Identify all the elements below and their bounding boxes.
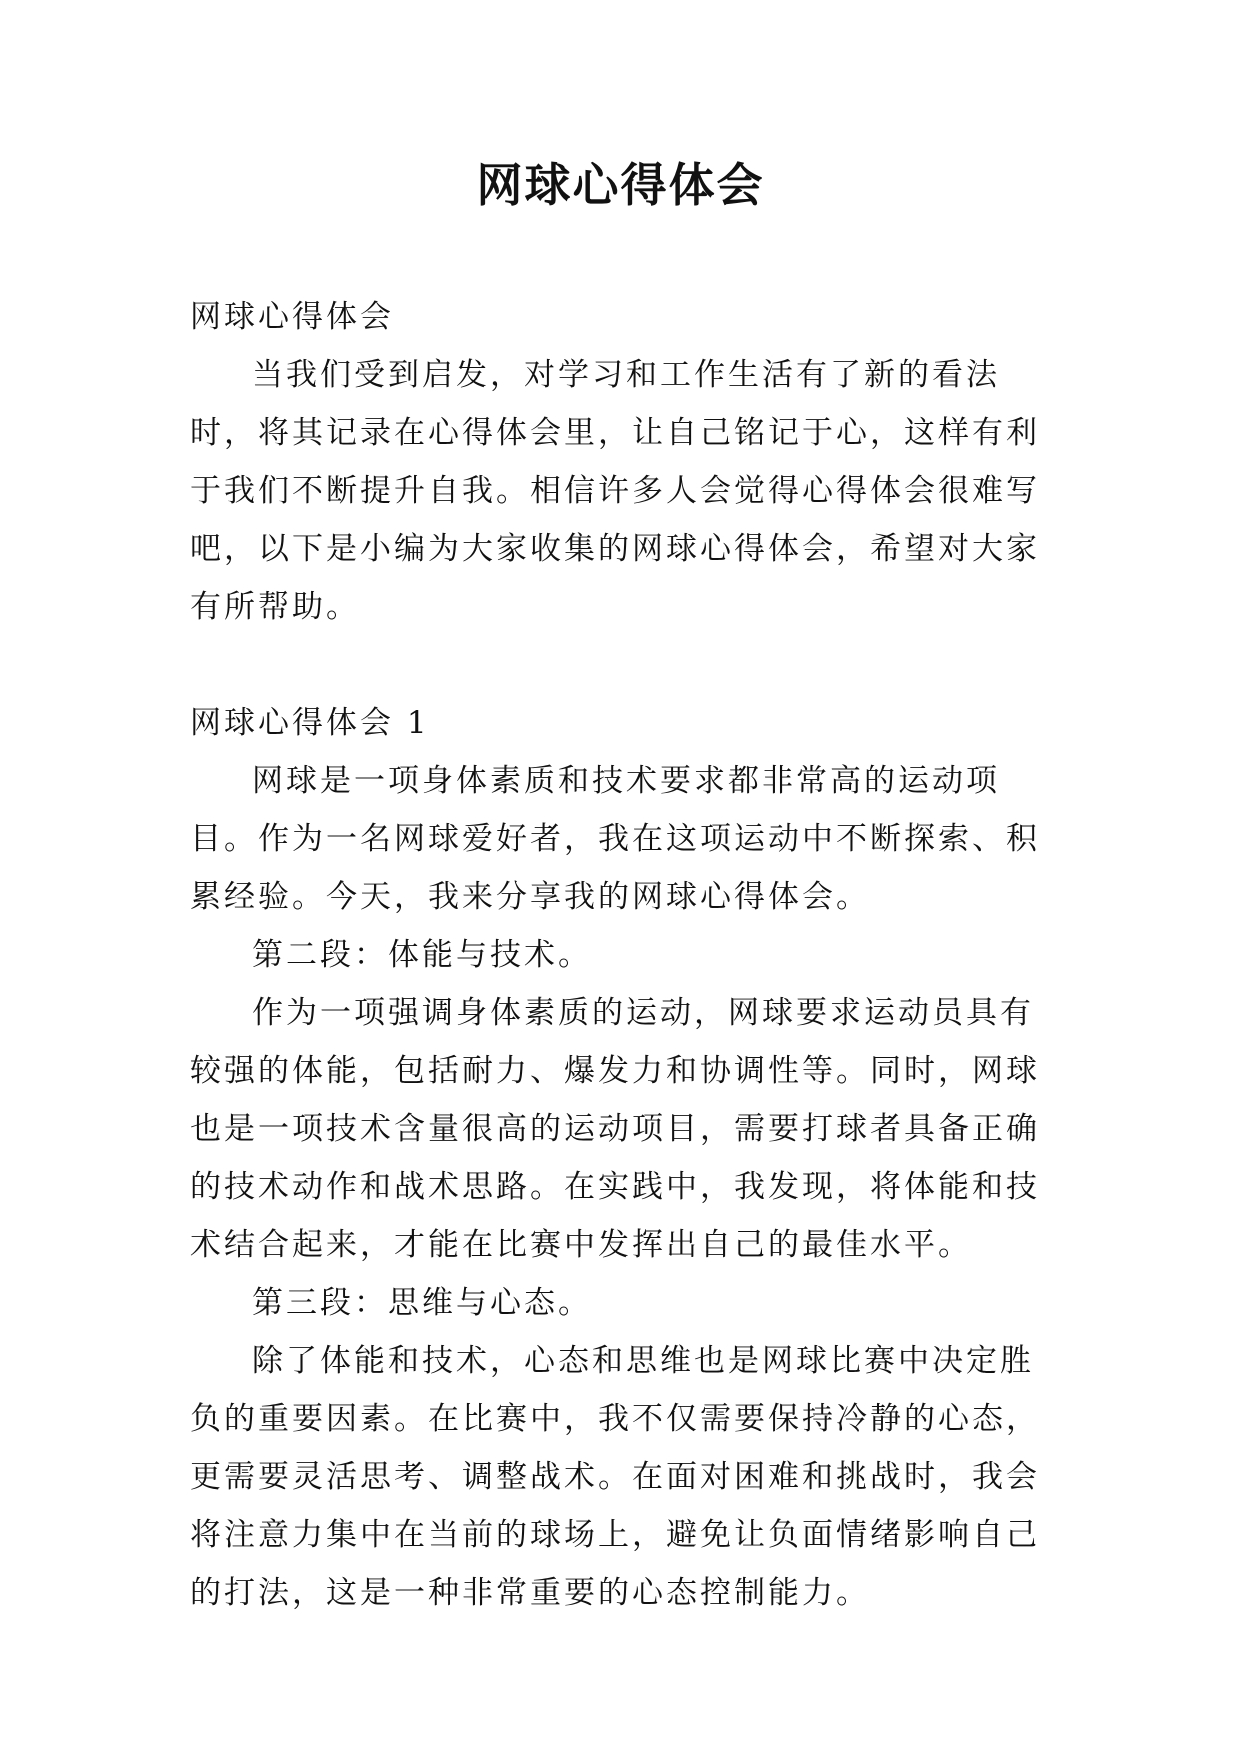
document-title: 网球心得体会 (476, 158, 765, 212)
section-1-paragraph-1: 网球是一项身体素质和技术要求都非常高的运动项目。作为一名网球爱好者，我在这项运动中不断探索、积累经验。今天，我来分享我的网球心得体会。 (190, 763, 1040, 915)
section-1-subheading-2: 第二段：体能与技术。 (252, 937, 592, 973)
intro-heading: 网球心得体会 (190, 299, 394, 335)
section-1-subheading-3: 第三段：思维与心态。 (252, 1285, 592, 1321)
section-1-paragraph-3: 除了体能和技术，心态和思维也是网球比赛中决定胜负的重要因素。在比赛中，我不仅需要保持冷静的心态，更需要灵活思考、调整战术。在面对困难和挑战时，我会将注意力集中在当前的球场上，避免让负面情绪影响自己的打法，这是一种非常重要的心态控制能力。 (190, 1343, 1040, 1611)
intro-paragraph: 当我们受到启发，对学习和工作生活有了新的看法时，将其记录在心得体会里，让自己铭记于心，这样有利于我们不断提升自我。相信许多人会觉得心得体会很难写吧，以下是小编为大家收集的网球心得体会，希望对大家有所帮助。 (190, 357, 1040, 625)
section-1-paragraph-2: 作为一项强调身体素质的运动，网球要求运动员具有较强的体能，包括耐力、爆发力和协调性等。同时，网球也是一项技术含量很高的运动项目，需要打球者具备正确的技术动作和战术思路。在实践中，我发现，将体能和技术结合起来，才能在比赛中发挥出自己的最佳水平。 (190, 995, 1040, 1263)
document-body (190, 288, 1060, 1622)
section-1-heading: 网球心得体会 1 (190, 705, 430, 741)
